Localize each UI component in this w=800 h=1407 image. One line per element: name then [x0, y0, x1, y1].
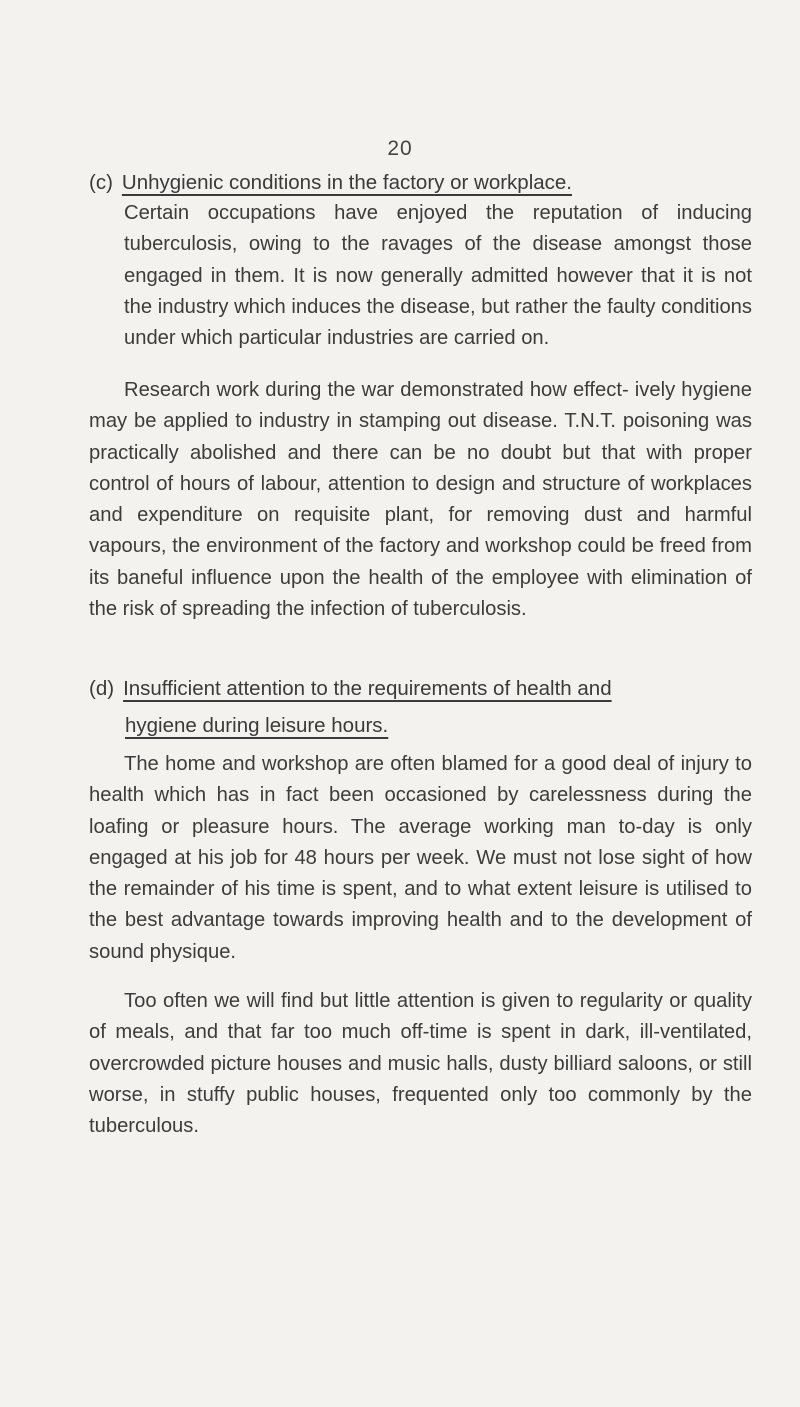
paragraph-research: Research work during the war demonstrated how effect- ively hygiene may be applied to industry in stamping out disease. T.N.T. poisoning was practically abolished and there can be no doubt but that with proper control of hours of labour, attention to design and structure of workplaces and expenditure on requisite plant, for removing dust and harmful vapours, the environment of the factory and workshop could be freed from its baneful influence upon the health of the employee with elimination of the risk of spreading the infection of tuberculosis.: [89, 379, 752, 621]
paragraph-occupations: Certain occupations have enjoyed the reputation of inducing tuberculosis, owing to the ravages of the disease amongst those engaged in them. It is now generally admitted however that it is not the industry which induces the disease, but rather the faulty conditions under which particular industries are carried on.: [124, 202, 752, 350]
paragraph-meals: Too often we will find but little attention is given to regularity or quality of meals, and that far too much off-time is spent in dark, ill-ventilated, overcrowded picture houses and music halls, dusty billiard saloons, or still worse, in stuffy public houses, frequented only too commonly by the tuberculous.: [89, 990, 752, 1138]
section-title-d-line1: Insufficient attention to the requirements of health and: [123, 677, 612, 700]
section-heading-d: [89, 673, 612, 741]
page-number: 20: [387, 137, 413, 160]
section-marker-c: (c): [89, 171, 113, 194]
section-marker-d: (d): [89, 677, 115, 700]
paragraph-leisure: The home and workshop are often blamed for a good deal of injury to health which has in fact been occasioned by carelessness during the loafing or pleasure hours. The average working man to-day is only engaged at his job for 48 hours per week. We must not lose sight of how the remainder of his time is spent, and to what extent leisure is utilised to the best advantage towards improving health and to the development of sound physique.: [89, 753, 752, 963]
section-heading-c: [89, 167, 572, 198]
section-title-d-line2: hygiene during leisure hours.: [125, 714, 389, 737]
section-title-c: Unhygienic conditions in the factory or workplace.: [121, 171, 572, 194]
